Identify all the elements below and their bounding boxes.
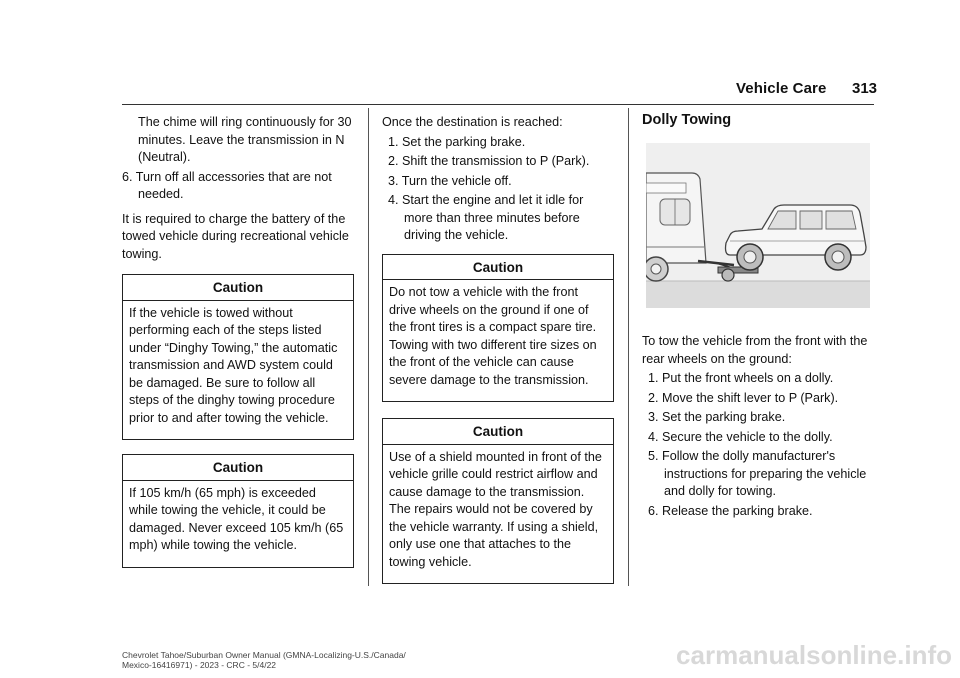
dolly-towing-illustration	[646, 143, 870, 308]
caution-text: Use of a shield mounted in front of the vehicle grille could restrict airflow and cause damage to the transmission. The repairs would not be covered by the vehicle warranty. If using a shield, only use one that attaches to the towing vehicle.	[389, 449, 602, 569]
footer-doc-info	[122, 650, 406, 670]
step-1: 1. Set the parking brake.	[388, 134, 526, 149]
watermark-text: carmanualsonline.info	[676, 640, 952, 670]
footer-line-1: Chevrolet Tahoe/Suburban Owner Manual (GMNA-Localizing-U.S./Canada/	[122, 650, 406, 660]
caution-box-3	[382, 254, 614, 403]
tow-illustration-svg	[646, 143, 870, 308]
dolly-step-2: 2. Move the shift lever to P (Park).	[648, 390, 839, 405]
caution-title: Caution	[123, 455, 353, 481]
step-4: 4. Start the engine and let it idle for more than three minutes before driving the vehicle.	[388, 193, 584, 242]
step-6: 6. Turn off all accessories that are not needed.	[122, 169, 332, 201]
caution-text: Do not tow a vehicle with the front drive wheels on the ground if one of the front tires is a compact spare tire. Towing with two different tire sizes on the front of the vehicle can cause severe damage to the transmission.	[389, 285, 597, 387]
section-title: Vehicle Care	[736, 80, 827, 97]
dolly-step-4: 4. Secure the vehicle to the dolly.	[648, 429, 833, 444]
step-2: 2. Shift the transmission to P (Park).	[388, 154, 590, 168]
dolly-step-3: 3. Set the parking brake.	[648, 410, 786, 424]
column-1	[122, 114, 354, 568]
step-3: 3. Turn the vehicle off.	[388, 173, 512, 188]
footer-line-2: Mexico-16416971) - 2023 - CRC - 5/4/22	[122, 660, 277, 670]
step-continuation: The chime will ring continuously for 30 minutes. Leave the transmission in N (Neutral).	[138, 115, 352, 164]
caution-box-1	[122, 274, 354, 440]
column-divider-1	[368, 108, 369, 586]
column-3	[642, 112, 874, 130]
dolly-intro: To tow the vehicle from the front with the rear wheels on the ground:	[642, 334, 868, 366]
header-rule	[122, 104, 874, 105]
caution-text: If the vehicle is towed without performing each of the steps listed under “Dinghy Towing,” the automatic transmission and AWD system could be damaged. Be sure to follow all steps of the dinghy towing procedure prior to and after towing the vehicle.	[129, 305, 338, 425]
battery-paragraph: It is required to charge the battery of the towed vehicle during recreational vehicle towing.	[122, 211, 349, 261]
page-footer	[0, 640, 960, 678]
page-number: 313	[852, 80, 878, 97]
destination-intro: Once the destination is reached:	[382, 115, 563, 129]
caution-text: If 105 km/h (65 mph) is exceeded while towing the vehicle, it could be damaged. Never exceed 105 km/h (65 mph) while towing the vehicle.	[129, 485, 344, 552]
column-3-body	[642, 333, 874, 520]
caution-box-2	[122, 454, 354, 568]
caution-title: Caution	[383, 255, 613, 281]
dolly-step-6: 6. Release the parking brake.	[648, 503, 813, 518]
caution-box-4	[382, 418, 614, 584]
column-2	[382, 114, 614, 584]
caution-title: Caution	[383, 419, 613, 445]
dolly-towing-title: Dolly Towing	[642, 112, 732, 128]
dolly-step-5: 5. Follow the dolly manufacturer's instructions for preparing the vehicle and dolly for towing.	[648, 449, 867, 498]
caution-title: Caution	[123, 275, 353, 301]
dolly-step-1: 1. Put the front wheels on a dolly.	[648, 371, 834, 385]
column-divider-2	[628, 108, 629, 586]
